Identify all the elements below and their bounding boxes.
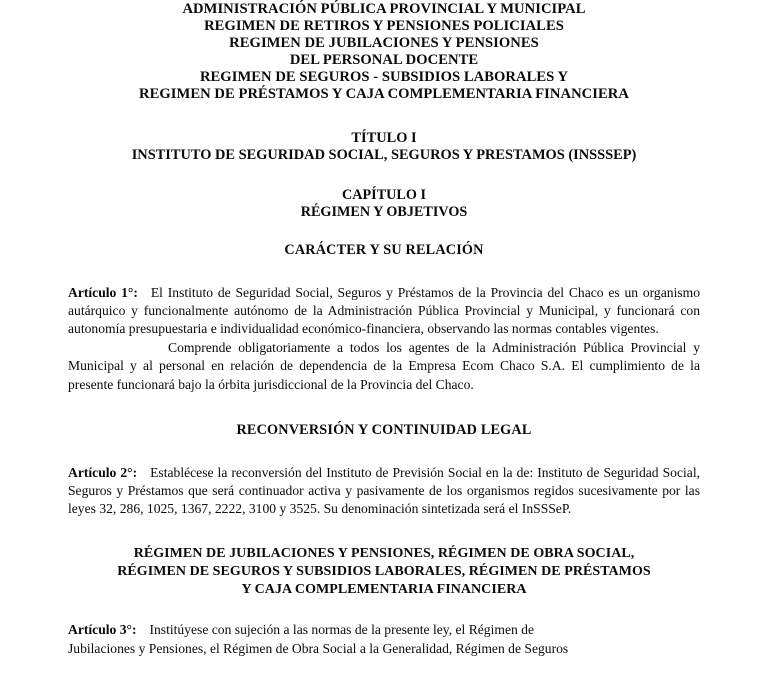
section-heading-caracter (68, 242, 700, 260)
section-heading-regimenes (40, 545, 728, 600)
article-2-paragraph (68, 464, 700, 519)
section-1-heading: CARÁCTER Y SU RELACIÓN (284, 241, 484, 258)
section-3-heading-line-3: Y CAJA COMPLEMENTARIA FINANCIERA (241, 582, 527, 598)
section-3-heading-line-2: RÉGIMEN DE SEGUROS Y SUBSIDIOS LABORALES, RÉGIMEN DE PRÉSTAMOS (117, 563, 651, 579)
article-3-paragraph (68, 621, 700, 639)
spacer (68, 599, 700, 621)
masthead-line-5: REGIMEN DE SEGUROS - SUBSIDIOS LABORALES Y (199, 69, 569, 86)
article-1-paragraph (68, 284, 700, 339)
document-body (68, 0, 700, 658)
masthead (68, 1, 700, 104)
article-2-text: Establécese la reconversión del Instituto de Previsión Social en la de: Instituto de Seguridad Social, Seguros y Préstamos que será continuador activa y pasivamente de los organismos regidos sucesivamente por las leyes 32, 286, 1025, 1367, 2222, 3100 y 3525. Su denominación sintetizada será el InSSSeP. (68, 464, 700, 517)
spacer (68, 519, 700, 545)
title-heading (68, 130, 700, 165)
chapter-heading (68, 187, 700, 222)
article-3-label: Artículo 3°: (68, 622, 137, 638)
article-1-label: Artículo 1°: (68, 284, 138, 300)
masthead-line-2: REGIMEN DE RETIROS Y PENSIONES POLICIALES (204, 18, 564, 35)
spacer (68, 104, 700, 130)
masthead-line-6: REGIMEN DE PRÉSTAMOS Y CAJA COMPLEMENTARIA FINANCIERA (139, 86, 629, 103)
article-2-label: Artículo 2°: (68, 464, 138, 480)
section-3-heading-line-1: RÉGIMEN DE JUBILACIONES Y PENSIONES, RÉGIMEN DE OBRA SOCIAL, (133, 545, 635, 561)
title-name: INSTITUTO DE SEGURIDAD SOCIAL, SEGUROS Y PRESTAMOS (INSSSEP) (131, 147, 637, 164)
article-3-clipped-line: Jubilaciones y Pensiones, el Régimen de Obra Social a la Generalidad, Régimen de Seguros (68, 640, 569, 656)
article-1-text: El Instituto de Seguridad Social, Seguros y Préstamos de la Provincia del Chaco es un organismo autárquico y funcionalmente autónomo de la Administración Pública Provincial y Municipal, y funcionará con autonomía presupuestaria e individualidad económico-financiera, observando las normas contables vigentes. (68, 284, 701, 337)
masthead-line-3: REGIMEN DE JUBILACIONES Y PENSIONES (229, 35, 539, 52)
spacer (68, 440, 700, 464)
masthead-line-4: DEL PERSONAL DOCENTE (289, 52, 479, 69)
chapter-label: CAPÍTULO I (342, 186, 426, 203)
spacer (68, 165, 700, 187)
chapter-name: RÉGIMEN Y OBJETIVOS (300, 204, 468, 221)
masthead-line-1: ADMINISTRACIÓN PÚBLICA PROVINCIAL Y MUNICIPAL (182, 1, 586, 17)
title-label: TÍTULO I (351, 129, 417, 146)
article-3-text: Institúyese con sujeción a las normas de la presente ley, el Régimen de (149, 622, 535, 638)
section-2-heading: RECONVERSIÓN Y CONTINUIDAD LEGAL (236, 421, 532, 438)
spacer (68, 222, 700, 242)
spacer (68, 260, 700, 284)
section-heading-reconversion (68, 422, 700, 440)
spacer (68, 394, 700, 422)
article-1-paragraph-2: Comprende obligatoriamente a todos los agentes de la Administración Pública Provincial y Municipal y al personal en relación de dependencia de la Empresa Ecom Chaco S.A. El cumplimiento de la presente funcionará bajo la órbita jurisdiccional de la Provincia del Chaco. (68, 339, 700, 392)
